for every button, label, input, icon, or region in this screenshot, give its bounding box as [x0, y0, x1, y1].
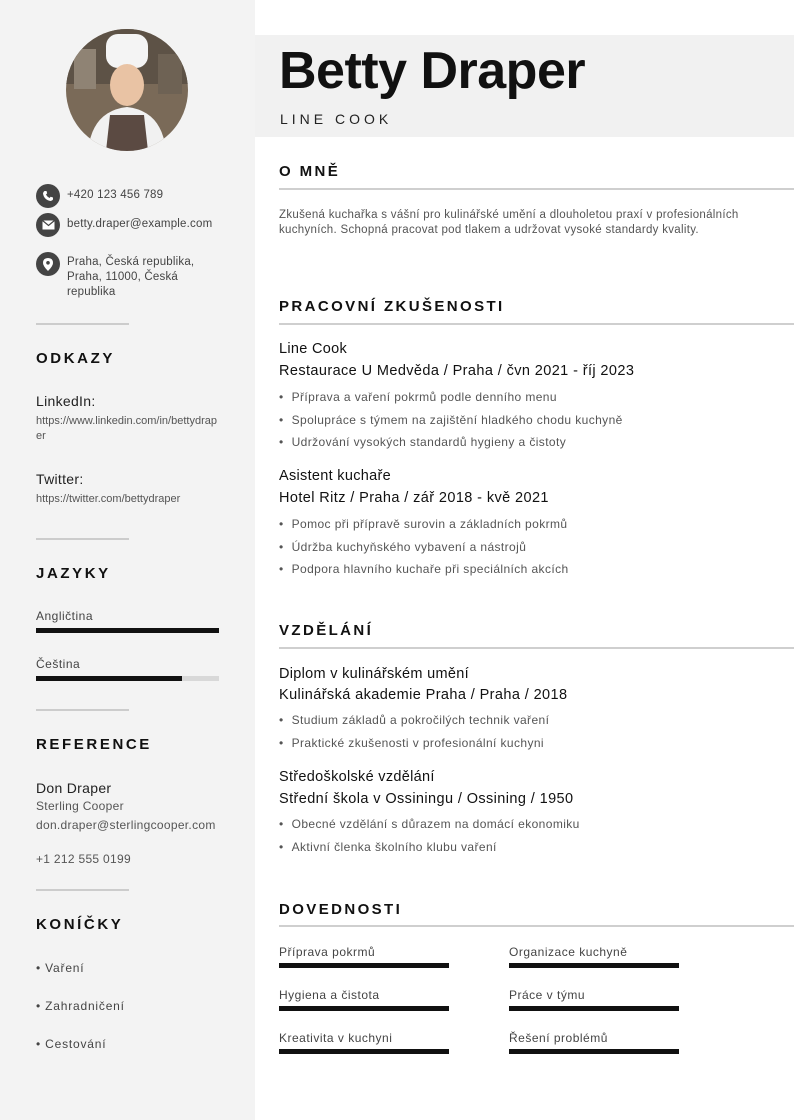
hobby-item: • Zahradničení — [36, 999, 125, 1013]
skill-name: Hygiena a čistota — [279, 988, 380, 1002]
location-pin-icon — [36, 252, 60, 276]
skills-heading: DOVEDNOSTI — [279, 901, 403, 918]
job-subtitle: Hotel Ritz / Praha / zář 2018 - kvě 2021 — [279, 490, 549, 506]
reference-heading: REFERENCE — [36, 736, 152, 753]
experience-heading: PRACOVNÍ ZKUŠENOSTI — [279, 298, 505, 315]
skill-name: Organizace kuchyně — [509, 945, 628, 959]
hobby-label: Vaření — [45, 961, 85, 975]
sidebar-divider — [36, 709, 129, 711]
education-bullet: • Aktivní členka školního klubu vaření — [279, 840, 497, 854]
hobby-label: Zahradničení — [45, 999, 125, 1013]
hobbies-heading: KONÍČKY — [36, 916, 124, 933]
reference-company: Sterling Cooper — [36, 799, 124, 813]
job-bullet: • Příprava a vaření pokrmů podle denního menu — [279, 390, 557, 404]
job-subtitle: Restaurace U Medvěda / Praha / čvn 2021 - říj 2023 — [279, 363, 635, 379]
education-heading: VZDĚLÁNÍ — [279, 622, 374, 639]
language-level-fill — [36, 676, 182, 681]
hobby-item: • Cestování — [36, 1037, 107, 1051]
education-subtitle: Kulinářská akademie Praha / Praha / 2018 — [279, 687, 568, 703]
sidebar-divider — [36, 323, 129, 325]
language-level-fill — [36, 628, 219, 633]
section-rule — [279, 647, 794, 649]
linkedin-label: LinkedIn: — [36, 393, 96, 409]
education-bullet: • Obecné vzdělání s důrazem na domácí ekonomiku — [279, 817, 580, 831]
contact-email — [36, 213, 213, 237]
job-bullet: • Pomoc při přípravě surovin a základních pokrmů — [279, 517, 567, 531]
twitter-link[interactable]: https://twitter.com/bettydraper — [36, 493, 181, 505]
contact-address — [36, 252, 207, 300]
education-bullet: • Praktické zkušenosti v profesionální kuchyni — [279, 736, 544, 750]
section-rule — [279, 925, 794, 927]
education-bullet: • Studium základů a pokročilých technik vaření — [279, 713, 549, 727]
reference-name: Don Draper — [36, 780, 112, 796]
hobby-item: • Vaření — [36, 961, 85, 975]
language-name: Angličtina — [36, 609, 94, 623]
email-text: betty.draper@example.com — [67, 218, 213, 230]
phone-icon — [36, 184, 60, 208]
education-title: Diplom v kulinářském umění — [279, 666, 469, 682]
sidebar-divider — [36, 538, 129, 540]
skill-level-bar — [509, 1049, 679, 1054]
education-title: Středoškolské vzdělání — [279, 769, 435, 785]
job-bullet: • Podpora hlavního kuchaře při speciálních akcích — [279, 562, 569, 576]
email-icon — [36, 213, 60, 237]
language-level-bar — [36, 628, 219, 633]
skill-level-bar — [509, 1006, 679, 1011]
profile-photo — [66, 29, 188, 151]
job-bullet: • Údržba kuchyňského vybavení a nástrojů — [279, 540, 526, 554]
languages-heading: JAZYKY — [36, 565, 111, 582]
about-heading: O MNĚ — [279, 163, 341, 180]
job-bullet: • Spolupráce s týmem na zajištění hladkého chodu kuchyně — [279, 413, 623, 427]
skill-name: Práce v týmu — [509, 988, 586, 1002]
skill-name: Řešení problémů — [509, 1031, 608, 1045]
reference-phone: +1 212 555 0199 — [36, 852, 131, 866]
sidebar — [0, 0, 255, 1120]
reference-email: don.draper@sterlingcooper.com — [36, 818, 216, 832]
address-text: Praha, Česká republika, Praha, 11000, Česká republika — [67, 256, 195, 298]
sidebar-divider — [36, 889, 129, 891]
skill-level-bar — [279, 1006, 449, 1011]
section-rule — [279, 188, 794, 190]
skill-name: Kreativita v kuchyni — [279, 1031, 393, 1045]
skill-level-bar — [279, 1049, 449, 1054]
phone-text: +420 123 456 789 — [67, 189, 164, 201]
education-subtitle: Střední škola v Ossiningu / Ossining / 1950 — [279, 791, 574, 807]
linkedin-link[interactable]: https://www.linkedin.com/in/bettydraper — [36, 415, 217, 442]
hobby-label: Cestování — [45, 1037, 107, 1051]
job-title: Asistent kuchaře — [279, 468, 391, 484]
job-bullet: • Udržování vysokých standardů hygieny a čistoty — [279, 435, 566, 449]
skill-level-bar — [509, 963, 679, 968]
contact-phone — [36, 184, 213, 208]
job-role: LINE COOK — [280, 111, 393, 127]
links-heading: ODKAZY — [36, 350, 115, 367]
person-name: Betty Draper — [279, 42, 586, 100]
twitter-label: Twitter: — [36, 471, 84, 487]
skill-name: Příprava pokrmů — [279, 945, 376, 959]
language-level-bar — [36, 676, 219, 681]
section-rule — [279, 323, 794, 325]
skill-level-bar — [279, 963, 449, 968]
language-name: Čeština — [36, 657, 81, 671]
about-text: Zkušená kuchařka s vášní pro kulinářské umění a dlouholetou praxí v profesionálních kuchyních. Schopná pracovat pod tlakem a udržovat vysoké standardy kvality. — [279, 209, 739, 236]
job-title: Line Cook — [279, 341, 347, 357]
